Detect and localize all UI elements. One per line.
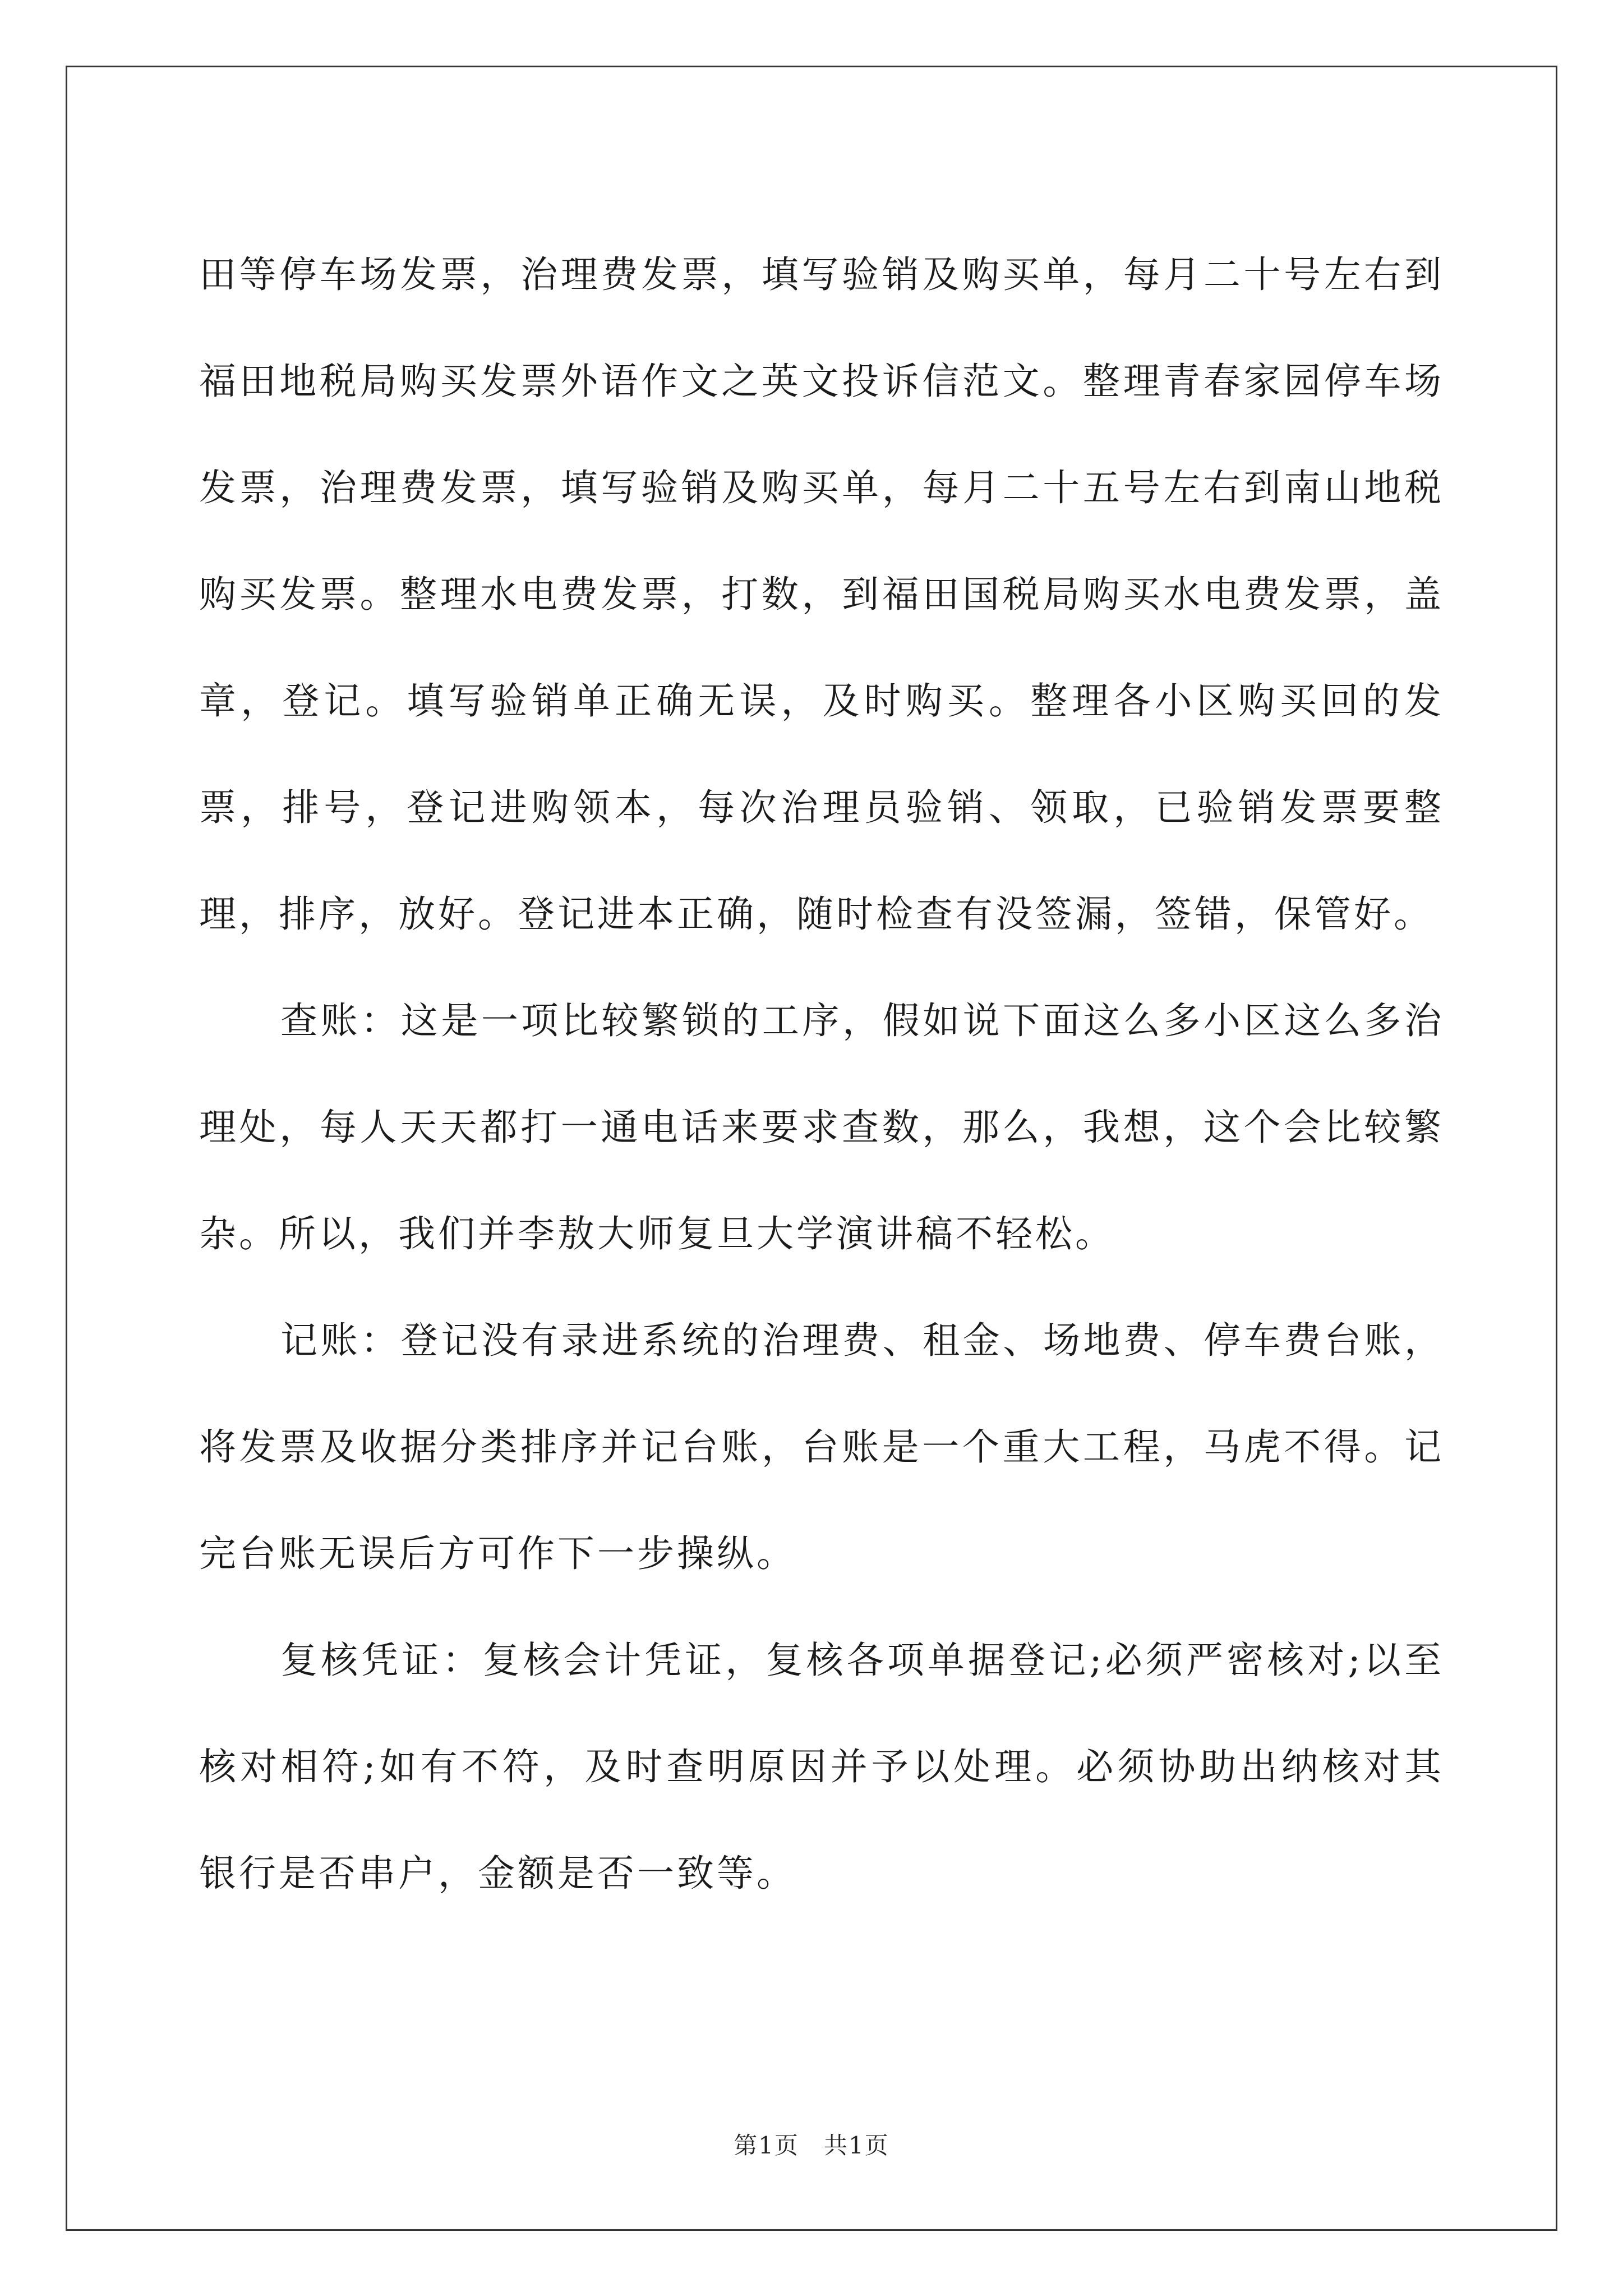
paragraph-bookkeeping: 记账：登记没有录进系统的治理费、租金、场地费、停车费台账，将发票及收据分类排序并记台账，台账是一个重大工程，马虎不得。记完台账无误后方可作下一步操纵。	[199, 1319, 1444, 1575]
page-number-footer: 第1页 共1页	[734, 2132, 889, 2159]
paragraph-invoice-management: 田等停车场发票，治理费发票，填写验销及购买单，每月二十号左右到福田地税局购买发票外语作文之英文投诉信范文。整理青春家园停车场发票，治理费发票，填写验销及购买单，每月二十五号左右到南山地税购买发票。整理水电费发票，打数，到福田国税局购买水电费发票，盖章，登记。填写验销单正确无误，及时购买。整理各小区购买回的发票，排号，登记进购领本，每次治理员验销、领取，已验销发票要整理，排序，放好。登记进本正确，随时检查有没签漏，签错，保管好。	[199, 253, 1444, 936]
paragraph-voucher-review: 复核凭证：复核会计凭证，复核各项单据登记;必须严密核对;以至核对相符;如有不符，及时查明原因并予以处理。必须协助出纳核对其银行是否串户，金额是否一致等。	[199, 1639, 1444, 1895]
paragraph-account-checking: 查账：这是一项比较繁锁的工序，假如说下面这么多小区这么多治理处，每人天天都打一通电话来要求查数，那么，我想，这个会比较繁杂。所以，我们并李敖大师复旦大学演讲稿不轻松。	[199, 999, 1444, 1255]
document-body	[199, 222, 1444, 1961]
